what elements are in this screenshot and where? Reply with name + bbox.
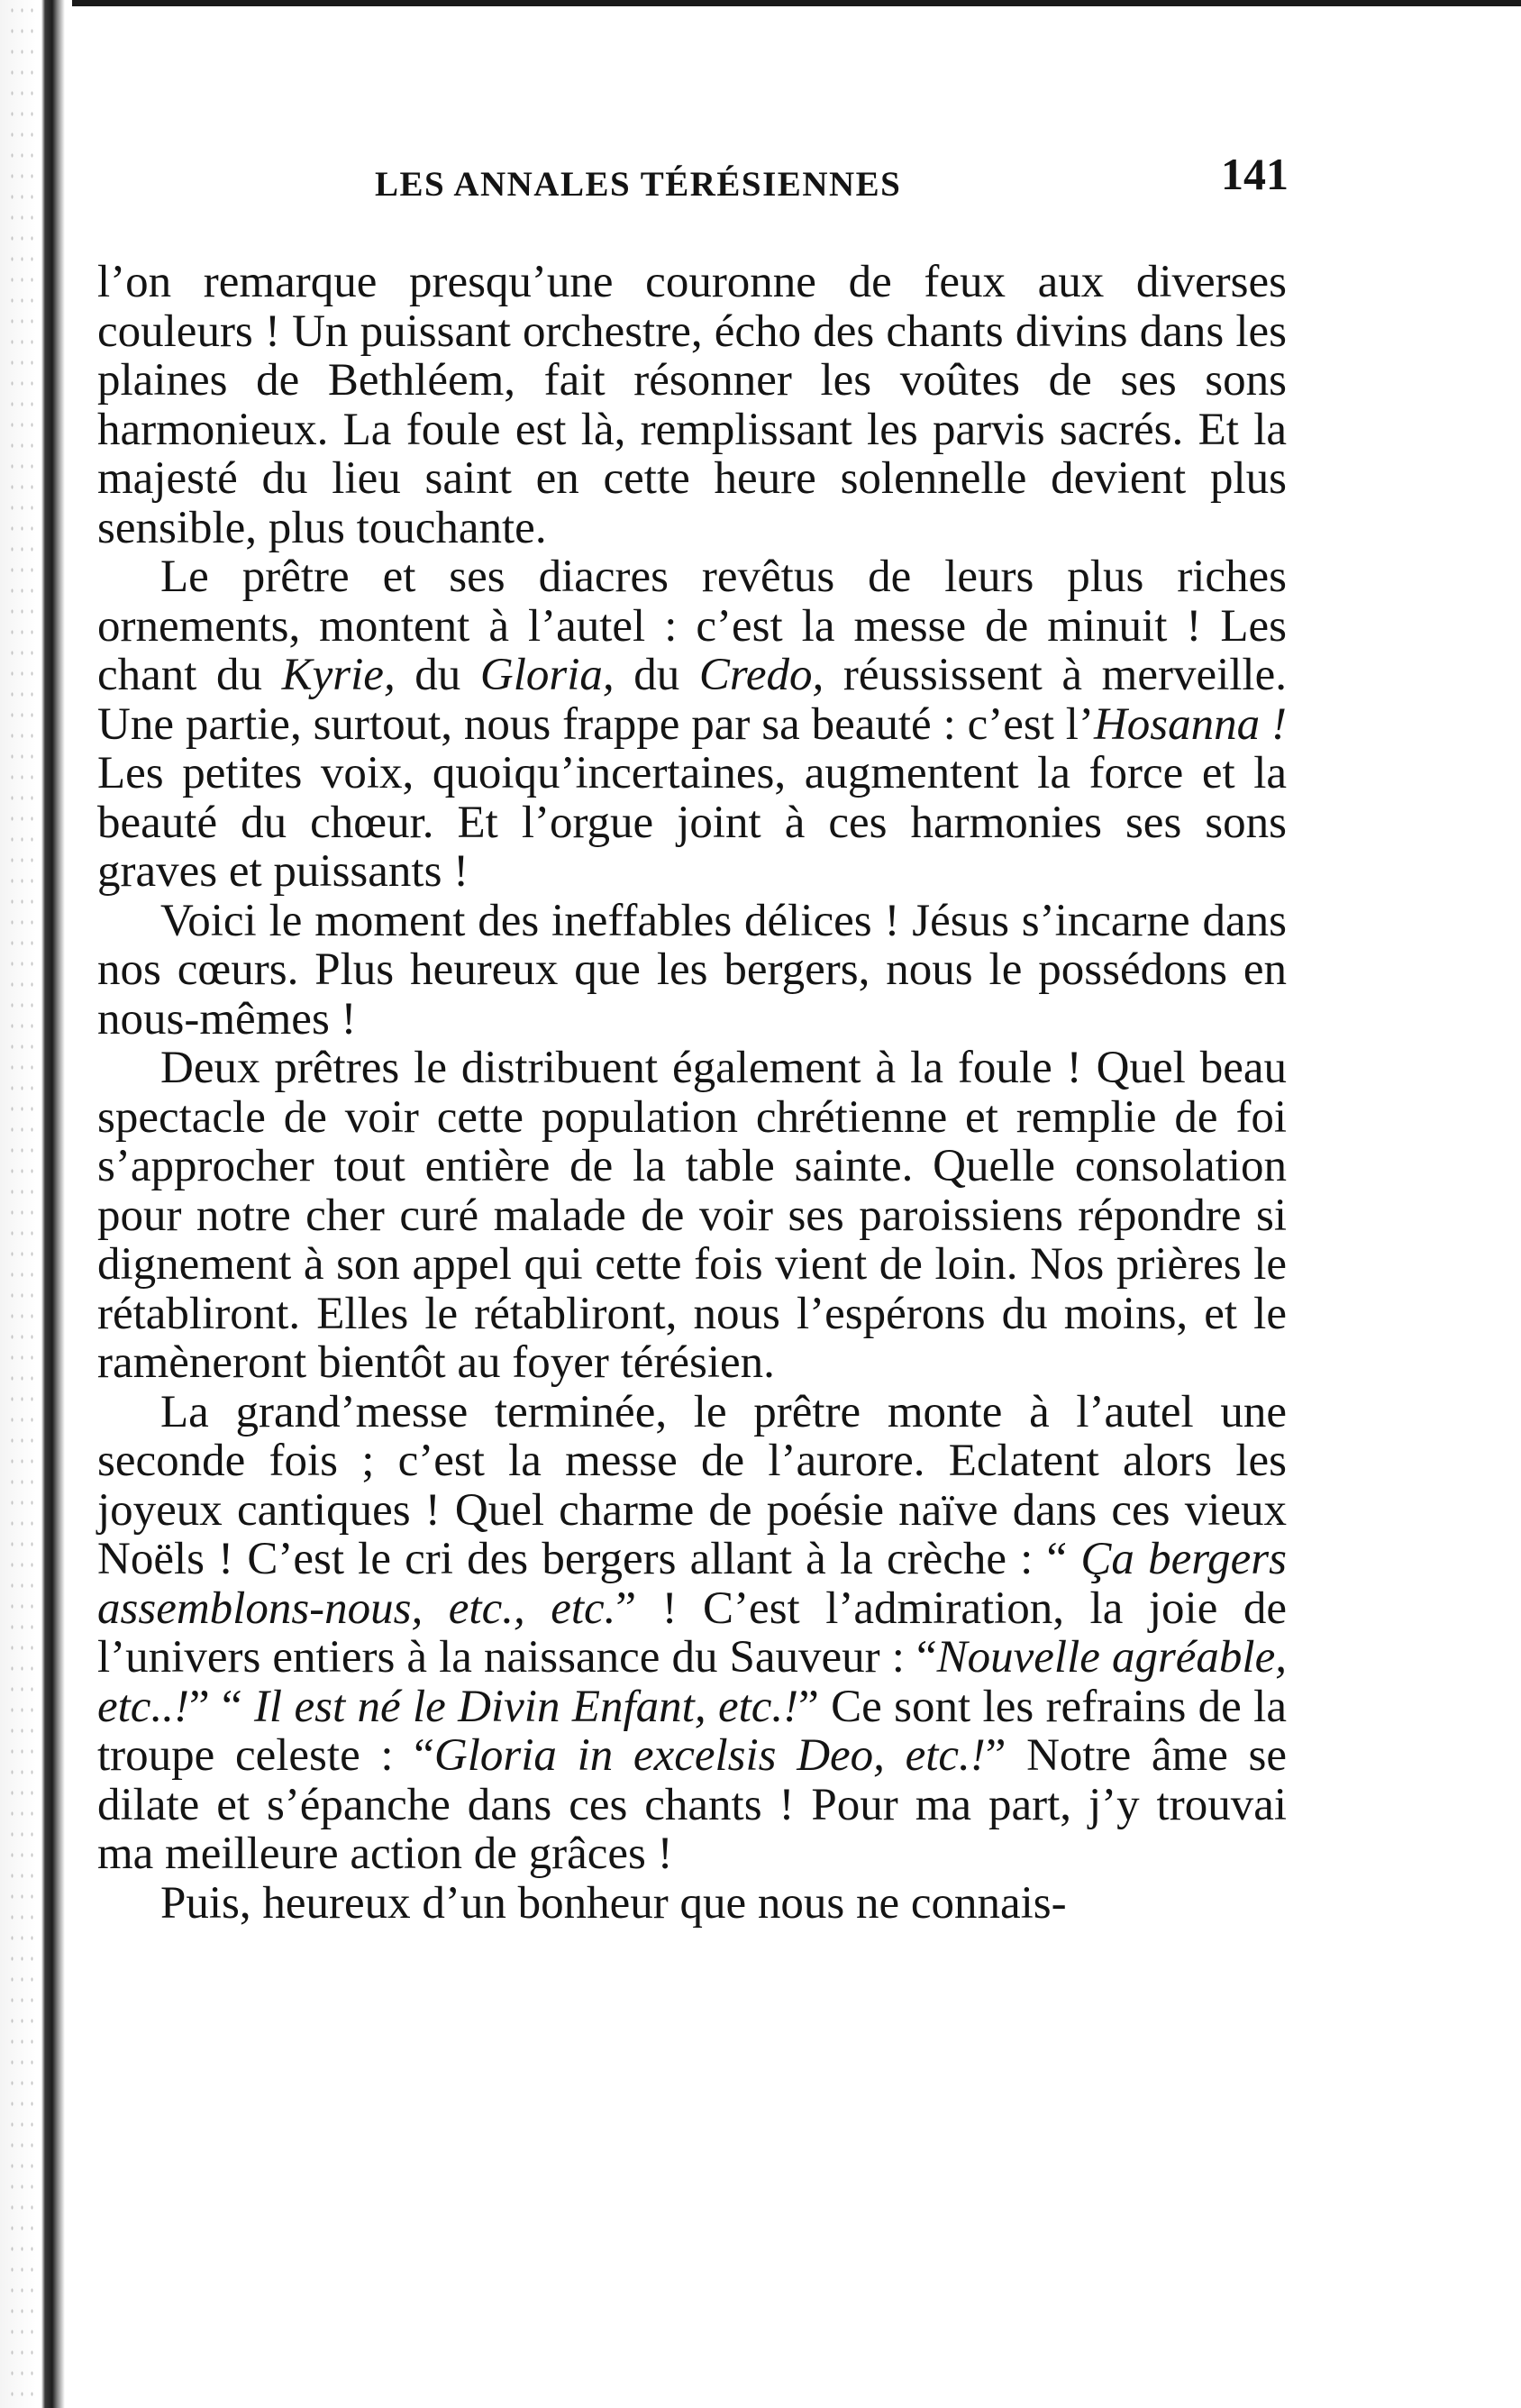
page-number: 141 — [1221, 149, 1289, 199]
text-run: du — [395, 650, 480, 700]
text-run: Les petites voix, quoiqu’incertaines, augmentent la force et la beauté du chœur. Et l’orgue joint à ces harmonies ses sons graves et puissants ! — [97, 748, 1287, 897]
text-run: du — [614, 650, 699, 700]
running-title: LES ANNALES TÉRÉSIENNES — [375, 165, 902, 204]
text-run: Deux prêtres le distribuent également à la foule ! Quel beau spectacle de voir cette population chrétienne et remplie de foi s’approcher tout entière de la table sainte. Quelle consolation pour notre cher curé malade de voir ses paroissiens répondre si dignement à son appel qui cette fois vient de loin. Nos prières le rétabliront. Elles le rétabliront, nous l’espérons du moins, et le ramèneront bientôt au foyer térésien. — [97, 1043, 1287, 1388]
italic-text: Ça bergers assemblons-nous, etc., etc. — [97, 1534, 1287, 1634]
paragraph — [97, 258, 1287, 552]
italic-text: Il est né le Divin Enfant, etc.! — [253, 1681, 799, 1732]
paragraph — [97, 1879, 1287, 1929]
italic-text: Credo, — [698, 650, 824, 700]
text-run: La grand’messe terminée, le prêtre monte à l’autel une seconde fois ; c’est la messe de l’aurore. Eclatent alors les joyeux cantiques ! Quel charme de poésie naïve dans ces vieux Noëls ! C’est le cri des bergers allant à la crèche : “ — [97, 1386, 1287, 1584]
paragraph — [97, 1388, 1287, 1879]
italic-text: Gloria in excelsis Deo, etc.! — [433, 1730, 986, 1781]
italic-text: Hosanna ! — [1093, 698, 1287, 750]
paragraph — [97, 552, 1287, 897]
text-run: ” Notre âme se dilate et s’épanche dans ces chants ! Pour ma part, j’y trouvai ma meilleure action de grâces ! — [97, 1730, 1287, 1879]
italic-text: Kyrie, — [281, 650, 396, 700]
text-run: ” “ — [188, 1681, 254, 1732]
text-run: Puis, heureux d’un bonheur que nous ne connais- — [160, 1877, 1067, 1929]
text-run: ” Ce sont les refrains de la troupe celeste : “ — [97, 1681, 1287, 1781]
text-run: réussissent à merveille. Une partie, surtout, nous frappe par sa beauté : c’est l’ — [97, 650, 1287, 750]
paragraph — [97, 897, 1287, 1044]
paragraph — [97, 1044, 1287, 1388]
page-header — [97, 144, 1287, 207]
italic-text: Gloria, — [479, 650, 615, 700]
text-run: Le prêtre et ses diacres revêtus de leurs plus riches ornements, montent à l’autel : c’est la messe de minuit ! Les chant du — [97, 552, 1287, 700]
italic-text: Nouvelle agréable, etc..! — [97, 1632, 1287, 1732]
gutter-noise — [7, 0, 40, 2408]
scan-top-edge — [0, 0, 1521, 6]
text-run: ” ! C’est l’admiration, la joie de l’univers entiers à la naissance du Sauveur : “ — [97, 1583, 1287, 1683]
book-page — [97, 144, 1287, 1928]
page-body — [97, 258, 1287, 1928]
text-run: l’on remarque presqu’une couronne de feux aux diverses couleurs ! Un puissant orchestre, écho des chants divins dans les plaines de Bethléem, fait résonner les voûtes de ses sons harmonieux. La foule est là, remplissant les parvis sacrés. Et la majesté du lieu saint en cette heure solennelle devient plus sensible, plus touchante. — [97, 257, 1287, 553]
text-run: Voici le moment des ineffables délices ! Jésus s’incarne dans nos cœurs. Plus heureux que les bergers, nous le possédons en nous-mêmes ! — [97, 895, 1287, 1044]
